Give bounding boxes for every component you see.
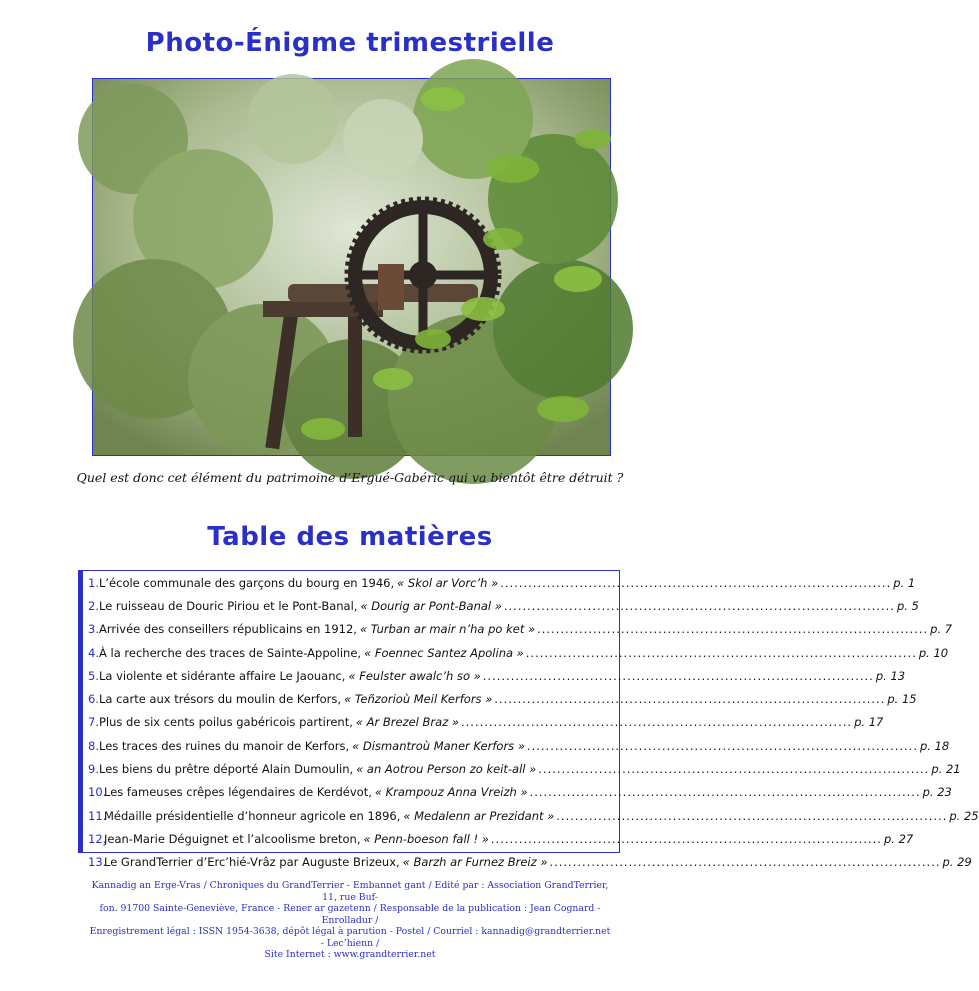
toc-item-page: p. 21 bbox=[931, 762, 961, 777]
toc-item-breton-title: « Feulster awalc’h so » bbox=[348, 668, 481, 683]
toc-item-title: Médaille présidentielle d’honneur agricole en 1896, bbox=[104, 808, 401, 823]
toc-item-number: 7. bbox=[88, 715, 99, 730]
toc-item-leader: .................................................................................... bbox=[500, 575, 892, 590]
toc-item-title: Les fameuses crêpes légendaires de Kerdévot, bbox=[104, 785, 372, 800]
toc-item-number: 9. bbox=[88, 762, 99, 777]
toc-item[interactable] bbox=[83, 711, 884, 734]
table-of-contents bbox=[78, 570, 979, 870]
toc-item[interactable] bbox=[83, 851, 972, 874]
toc-item-title: L’école communale des garçons du bourg en 1946, bbox=[98, 575, 395, 590]
page-title: Photo-Énigme trimestrielle bbox=[145, 28, 555, 58]
toc-item-page: p. 23 bbox=[922, 785, 952, 800]
toc-item-leader: .................................................................................... bbox=[538, 762, 930, 777]
toc-item-breton-title: « Krampouz Anna Vreizh » bbox=[374, 785, 528, 800]
footer-line: Kannadig an Erge-Vras / Chroniques du GrandTerrier - Embannet gant / Edité par : Association GrandTerrier, 11, rue Buf- bbox=[91, 880, 609, 903]
toc-item[interactable] bbox=[83, 664, 906, 687]
footer bbox=[88, 880, 612, 961]
toc-item-number: 12. bbox=[88, 831, 107, 846]
toc-item-number: 13. bbox=[88, 855, 107, 870]
toc-item-leader: .................................................................................... bbox=[556, 808, 948, 823]
toc-item-breton-title: « Barzh ar Furnez Breiz » bbox=[402, 855, 548, 870]
toc-item[interactable] bbox=[83, 827, 914, 850]
toc-item[interactable] bbox=[83, 757, 961, 780]
toc-item-page: p. 1 bbox=[893, 575, 916, 590]
toc-item-page: p. 13 bbox=[875, 668, 906, 683]
toc-item-number: 2. bbox=[88, 598, 99, 613]
toc-item-number: 3. bbox=[88, 622, 99, 637]
toc-item-page: p. 27 bbox=[883, 831, 914, 846]
toc-item-number: 8. bbox=[88, 738, 99, 753]
toc-item-page: p. 29 bbox=[942, 855, 972, 870]
toc-item-title: Les traces des ruines du manoir de Kerfors, bbox=[98, 738, 350, 753]
toc-item-leader: .................................................................................... bbox=[549, 855, 941, 870]
toc-item-breton-title: « Medalenn ar Prezidant » bbox=[403, 808, 555, 823]
toc-item-number: 1. bbox=[88, 575, 99, 590]
toc-item-leader: .................................................................................... bbox=[494, 692, 886, 707]
toc-item-breton-title: « Ar Brezel Braz » bbox=[355, 715, 459, 730]
toc-item-page: p. 18 bbox=[920, 738, 950, 753]
toc-item-breton-title: « an Aotrou Person zo keit-all » bbox=[356, 762, 537, 777]
toc-item-page: p. 5 bbox=[896, 598, 919, 613]
toc-item-breton-title: « Turban ar mair n’ha po ket » bbox=[359, 622, 536, 637]
toc-item-title: Arrivée des conseillers républicains en 1912, bbox=[98, 622, 357, 637]
toc-item-breton-title: « Penn-boeson fall ! » bbox=[363, 831, 489, 846]
footer-line: fon. 91700 Sainte-Geneviève, France - Rener ar gazetenn / Responsable de la publication : Jean Cognard - Enrolladur / bbox=[99, 903, 601, 926]
toc-item-breton-title: « Dourig ar Pont-Banal » bbox=[360, 598, 502, 613]
photo-caption: Quel est donc cet élément du patrimoine d’Ergué-Gabéric qui va bientôt être détruit ? bbox=[76, 470, 624, 485]
toc-item-title: Le GrandTerrier d’Erc’hié-Vrâz par Auguste Brizeux, bbox=[104, 855, 400, 870]
toc-item[interactable] bbox=[83, 641, 949, 664]
enigma-photo bbox=[92, 78, 611, 456]
toc-item[interactable] bbox=[83, 618, 953, 641]
toc-item-leader: .................................................................................... bbox=[482, 668, 874, 683]
toc-item-title: La violente et sidérante affaire Le Jaouanc, bbox=[98, 668, 346, 683]
toc-item-title: À la recherche des traces de Sainte-Appoline, bbox=[98, 645, 362, 660]
toc-item-breton-title: « Dismantroù Maner Kerfors » bbox=[352, 738, 525, 753]
toc-item-leader: .................................................................................... bbox=[526, 738, 918, 753]
toc-item-breton-title: « Teñzorioù Meil Kerfors » bbox=[344, 692, 493, 707]
toc-item-page: p. 15 bbox=[887, 692, 917, 707]
toc-item-number: 4. bbox=[88, 645, 99, 660]
toc-item-leader: .................................................................................... bbox=[490, 831, 882, 846]
toc-item-title: La carte aux trésors du moulin de Kerfors, bbox=[98, 692, 342, 707]
toc-item-breton-title: « Foennec Santez Apolina » bbox=[364, 645, 524, 660]
toc-item-number: 5. bbox=[88, 668, 99, 683]
toc-item[interactable] bbox=[83, 571, 916, 594]
toc-item-breton-title: « Skol ar Vorc’h » bbox=[397, 575, 499, 590]
toc-item-leader: .................................................................................... bbox=[537, 622, 929, 637]
toc-item[interactable] bbox=[83, 687, 917, 710]
toc-item-page: p. 7 bbox=[930, 622, 953, 637]
toc-title: Table des matières bbox=[207, 522, 493, 552]
toc-item[interactable] bbox=[83, 594, 919, 617]
toc-item-leader: .................................................................................... bbox=[529, 785, 921, 800]
toc-item-page: p. 17 bbox=[854, 715, 884, 730]
toc-item[interactable] bbox=[83, 804, 979, 827]
toc-item-number: 11. bbox=[88, 808, 107, 823]
footer-line: Enregistrement légal : ISSN 1954-3638, dépôt légal à parution - Postel / Courriel : kannadig@grandterrier.net - Lec’hienn / bbox=[89, 926, 611, 949]
toc-item-leader: .................................................................................... bbox=[503, 598, 895, 613]
toc-item-number: 6. bbox=[88, 692, 99, 707]
toc-item-title: Jean-Marie Déguignet et l’alcoolisme breton, bbox=[104, 831, 361, 846]
toc-item-page: p. 25 bbox=[949, 808, 979, 823]
toc-item[interactable] bbox=[83, 734, 950, 757]
toc-item[interactable] bbox=[83, 781, 952, 804]
toc-item-number: 10. bbox=[88, 785, 107, 800]
toc-item-title: Le ruisseau de Douric Piriou et le Pont-Banal, bbox=[98, 598, 358, 613]
toc-item-page: p. 10 bbox=[918, 645, 949, 660]
toc-item-title: Plus de six cents poilus gabéricois partirent, bbox=[98, 715, 353, 730]
toc-item-leader: .................................................................................... bbox=[461, 715, 853, 730]
footer-line: Site Internet : www.grandterrier.net bbox=[264, 949, 436, 960]
toc-item-title: Les biens du prêtre déporté Alain Dumoulin, bbox=[98, 762, 354, 777]
toc-item-leader: .................................................................................... bbox=[525, 645, 917, 660]
